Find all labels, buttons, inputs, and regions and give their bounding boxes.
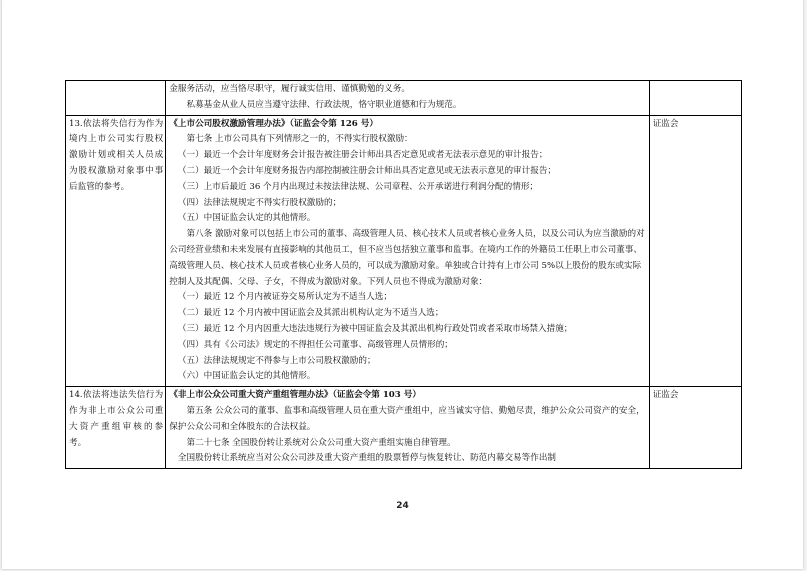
content-line: （一）最近一个会计年度财务会计报告被注册会计师出具否定意见或者无法表示意见的审计报告； <box>177 150 548 161</box>
content-line: （四）具有《公司法》规定的不得担任公司董事、高级管理人员情形的； <box>177 339 453 350</box>
content-line: （六）中国证监会认定的其他情形。 <box>177 371 316 382</box>
measures-table <box>65 80 742 469</box>
regulation-title: 《上市公司股权激励管理办法》（证监会令第 126 号） <box>169 118 378 129</box>
item-text: 14.依法将违法失信行为作为非上市公众公司重大资产重组审核的参考。 <box>69 390 164 448</box>
dept-cell-14 <box>649 387 741 469</box>
regulation-title: 《非上市公众公司重大资产重组管理办法》（证监会令第 103 号） <box>169 390 421 401</box>
content-line: （五）中国证监会认定的其他情形。 <box>177 213 316 224</box>
table-row <box>66 115 742 387</box>
content-line: 全国股份转让系统应当对公众公司涉及重大资产重组的股票暂停与恢复转让、防范内幕交易等作出制 <box>177 453 557 464</box>
table-row <box>66 387 742 469</box>
content-line: （三）上市后最近 36 个月内出现过未按法律法规、公司章程、公开承诺进行利润分配的情形； <box>177 181 539 192</box>
dept-text: 证监会 <box>652 118 679 129</box>
content-line: （五）法律法规规定不得参与上市公司股权激励的； <box>177 355 376 366</box>
dept-text: 证监会 <box>652 390 679 401</box>
content-line: 第五条 公众公司的董事、监事和高级管理人员在重大资产重组中，应当诚实守信、勤勉尽责，维护公众公司资产的安全，保护公众公司和全体股东的合法权益。 <box>169 405 645 432</box>
item-text: 13.依法将失信行为作为境内上市公司实行股权激励计划或相关人员成为股权激励对象事中事后监管的参考。 <box>69 118 164 192</box>
table-row <box>66 81 742 116</box>
content-line: 金服务活动，应当恪尽职守，履行诚实信用、谨慎勤勉的义务。 <box>169 84 410 94</box>
content-line: （一）最近 12 个月内被证券交易所认定为不适当人选； <box>177 292 392 303</box>
content-line: 第八条 激励对象可以包括上市公司的董事、高级管理人员、核心技术人员或者核心业务人员，以及公司认为应当激励的对公司经营业绩和未来发展有直接影响的其他员工，但不应当包括独立董事和监事。在境内工作的外籍员工任职上市公司董事、高级管理人员、核心技术人员或者核心业务人员的，可以成为激励对象。单独或合计持有上市公司 5%以上股份的股东或实际控制人及其配偶、父母、子女，不得成为激励对象。下列人员也不得成为激励对象： <box>169 229 645 287</box>
content-cell-prev <box>166 81 649 116</box>
content-line: （三）最近 12 个月内因重大违法违规行为被中国证监会及其派出机构行政处罚或者采取市场禁入措施； <box>177 323 573 334</box>
content-cell-13 <box>166 115 649 387</box>
item-cell-13 <box>66 115 166 387</box>
content-line: （四）法律法规规定不得实行股权激励的； <box>177 197 342 208</box>
document-page <box>2 0 803 569</box>
dept-cell-prev <box>649 81 741 116</box>
content-line: 私募基金从业人员应当遵守法律、行政法规，恪守职业道德和行为规范。 <box>186 99 462 110</box>
content-line: （二）最近一个会计年度财务报告内部控制被注册会计师出具否定意见或无法表示意见的审计报告； <box>177 165 557 176</box>
item-cell-prev <box>66 81 166 116</box>
page-number: 24 <box>396 501 409 511</box>
content-line: 第二十七条 全国股份转让系统对公众公司重大资产重组实施自律管理。 <box>186 437 456 448</box>
content-cell-14 <box>166 387 649 469</box>
dept-cell-13 <box>649 115 741 387</box>
item-cell-14 <box>66 387 166 469</box>
content-line: 第七条 上市公司具有下列情形之一的，不得实行股权激励： <box>186 134 413 145</box>
content-line: （二）最近 12 个月内被中国证监会及其派出机构认定为不适当人选； <box>177 308 444 319</box>
